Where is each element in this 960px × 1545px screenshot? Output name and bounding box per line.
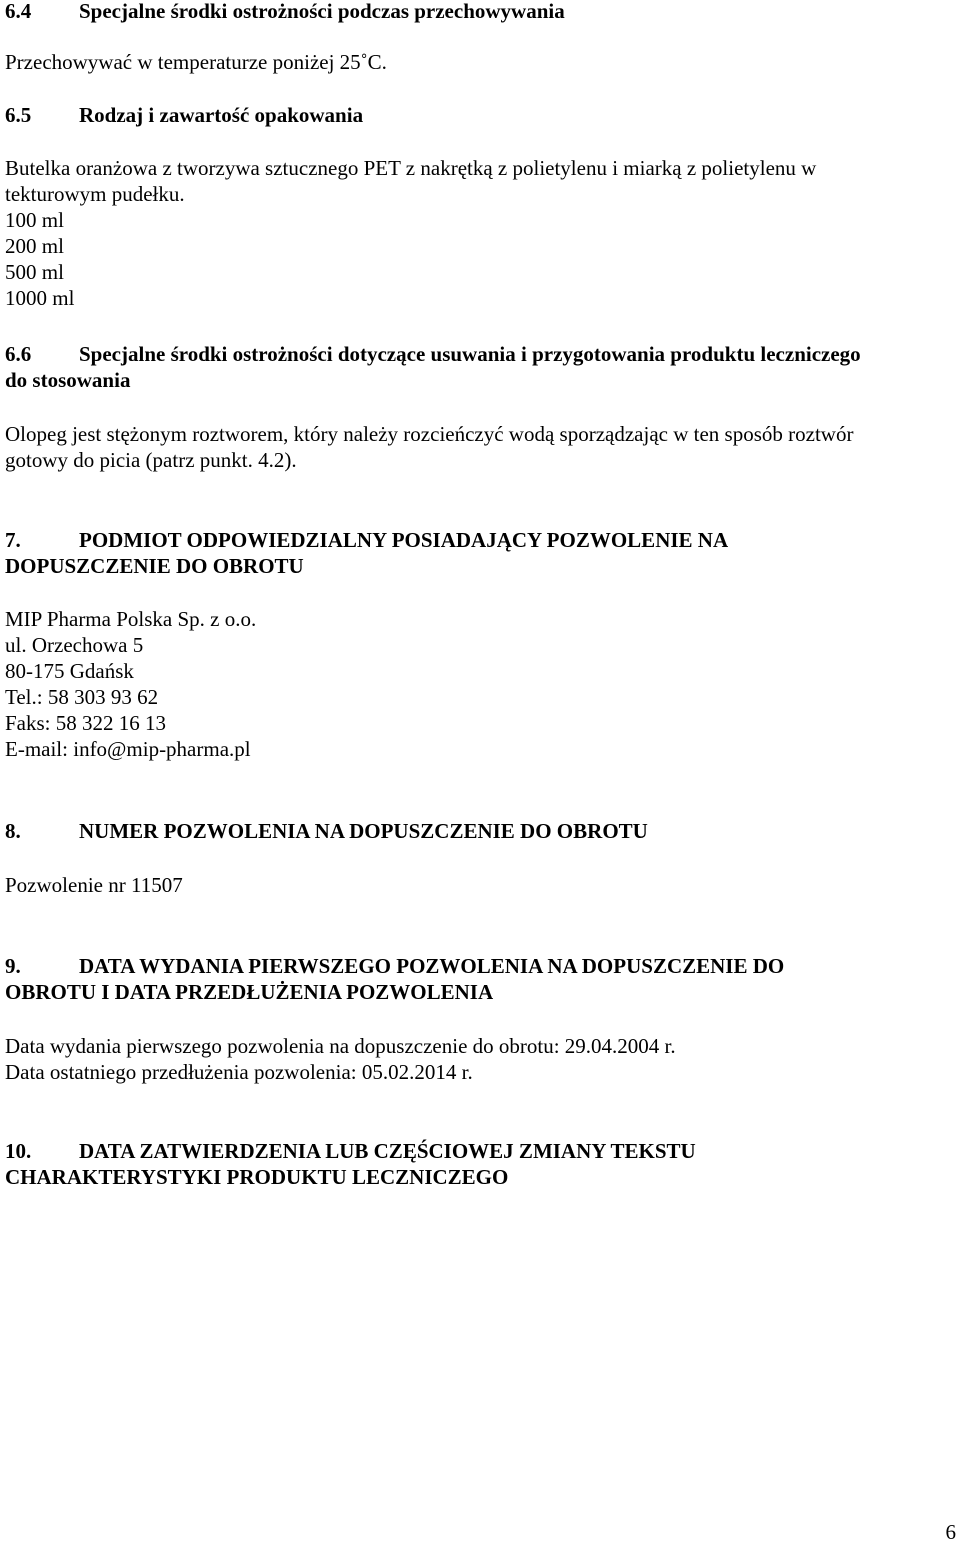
section-10-heading-line-2: CHARAKTERYSTYKI PRODUKTU LECZNICZEGO: [5, 1165, 509, 1189]
section-title: DATA WYDANIA PIERWSZEGO POZWOLENIA NA DOPUSZCZENIE DO: [79, 954, 785, 978]
section-number: 6.5: [5, 103, 32, 127]
section-6-5-line-2: tekturowym pudełku.: [5, 182, 185, 206]
section-number: 6.4: [5, 0, 32, 23]
section-number: 6.6: [5, 342, 32, 366]
section-6-4-heading: [5, 0, 565, 24]
package-size-200: 200 ml: [5, 234, 64, 258]
section-9-heading-line-2: OBROTU I DATA PRZEDŁUŻENIA POZWOLENIA: [5, 980, 494, 1004]
section-6-4-text: Przechowywać w temperaturze poniżej 25˚C.: [5, 50, 387, 74]
address-city: 80-175 Gdańsk: [5, 659, 134, 683]
section-6-5-heading: [5, 102, 363, 128]
section-6-6-line-1: Olopeg jest stężonym roztworem, który należy rozcieńczyć wodą sporządzając w ten sposób roztwór: [5, 422, 854, 446]
package-size-1000: 1000 ml: [5, 286, 75, 310]
page-number: 6: [945, 1520, 956, 1544]
section-number: 10.: [5, 1139, 32, 1163]
section-number: 9.: [5, 954, 21, 978]
address-street: ul. Orzechowa 5: [5, 633, 144, 657]
package-size-500: 500 ml: [5, 260, 64, 284]
address-phone: Tel.: 58 303 93 62: [5, 685, 159, 709]
section-title: Specjalne środki ostrożności dotyczące usuwania i przygotowania produktu leczniczego: [79, 342, 861, 366]
section-7-heading-line-2: DOPUSZCZENIE DO OBROTU: [5, 554, 304, 578]
section-number: 8.: [5, 819, 21, 843]
section-title: PODMIOT ODPOWIEDZIALNY POSIADAJĄCY POZWOLENIE NA: [79, 528, 729, 552]
address-company: MIP Pharma Polska Sp. z o.o.: [5, 607, 257, 631]
section-9-line-1: Data wydania pierwszego pozwolenia na dopuszczenie do obrotu: 29.04.2004 r.: [5, 1034, 676, 1058]
address-fax: Faks: 58 322 16 13: [5, 711, 167, 735]
section-9-heading: [5, 953, 784, 979]
section-8-heading: [5, 818, 648, 844]
section-6-6-heading-line-2: do stosowania: [5, 368, 131, 392]
section-6-6-heading: [5, 341, 861, 367]
section-title: DATA ZATWIERDZENIA LUB CZĘŚCIOWEJ ZMIANY TEKSTU: [79, 1139, 696, 1163]
section-7-heading: [5, 527, 728, 553]
section-6-5-line-1: Butelka oranżowa z tworzywa sztucznego PET z nakrętką z polietylenu i miarką z polietylenu w: [5, 156, 817, 180]
section-6-6-line-2: gotowy do picia (patrz punkt. 4.2).: [5, 448, 297, 472]
section-10-heading: [5, 1138, 696, 1164]
section-8-text: Pozwolenie nr 11507: [5, 873, 183, 897]
section-title: NUMER POZWOLENIA NA DOPUSZCZENIE DO OBROTU: [79, 819, 648, 843]
section-number: 7.: [5, 528, 21, 552]
section-title: Specjalne środki ostrożności podczas przechowywania: [79, 0, 565, 23]
package-size-100: 100 ml: [5, 208, 64, 232]
address-email: E-mail: info@mip-pharma.pl: [5, 737, 251, 761]
section-9-line-2: Data ostatniego przedłużenia pozwolenia: 05.02.2014 r.: [5, 1060, 473, 1084]
section-title: Rodzaj i zawartość opakowania: [79, 103, 364, 127]
